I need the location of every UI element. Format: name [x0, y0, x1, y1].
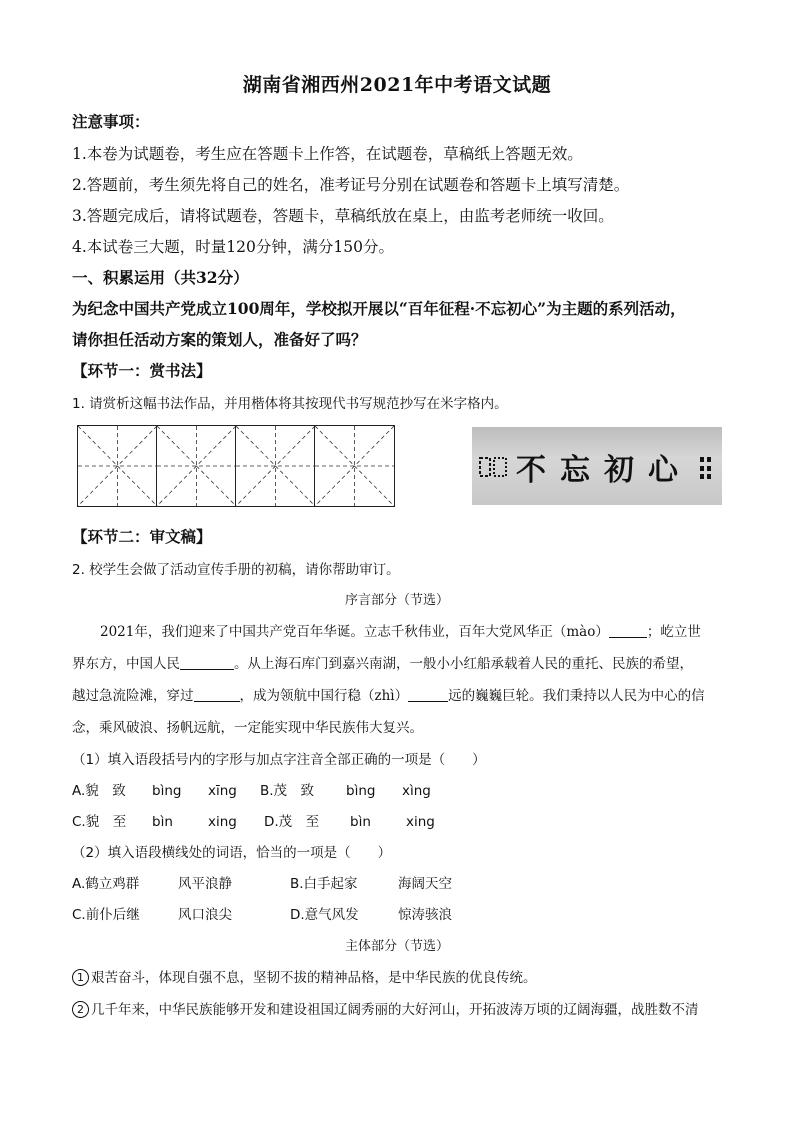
option-c-word-2: 风口浪尖: [178, 907, 232, 923]
calligraphy-image: [472, 427, 722, 505]
option-d-word-2: 惊涛骇浪: [398, 907, 452, 923]
circled-number: 1: [72, 969, 89, 986]
page-title: 湖南省湘西州2021年中考语文试题: [242, 74, 552, 96]
answer-blank[interactable]: [609, 623, 647, 638]
pinyin: bìn: [152, 814, 173, 830]
option-b[interactable]: B.白手起家: [290, 876, 358, 892]
main-title: 主体部分（节选）: [344, 939, 449, 954]
option-a[interactable]: A.鹤立鸡群: [72, 876, 140, 892]
option-b-word-2: 海阔天空: [398, 876, 452, 892]
circled-number: 2: [72, 1001, 89, 1018]
pinyin: xing: [208, 814, 237, 830]
answer-blank[interactable]: [180, 655, 234, 670]
notice-item-1: 1.本卷为试题卷，考生应在答题卡上作答，在试题卷，草稿纸上答题无效。: [72, 145, 583, 163]
mi-cell[interactable]: [78, 426, 157, 506]
option-a-word-2: 风平浪静: [178, 876, 232, 892]
option-c[interactable]: C.前仆后继: [72, 907, 140, 923]
passage-text: ；屹立世: [646, 624, 701, 640]
notice-item-2: 2.答题前，考生须先将自己的姓名，准考证号分别在试题卷和答题卡上填写清楚。: [72, 176, 630, 194]
pinyin: xīng: [208, 783, 237, 799]
section-heading: 一、积累运用（共32分）: [72, 268, 249, 287]
passage-text: 。从上海石库门到嘉兴南湖，一般小小红船承载着人民的重托、民族的希望，: [234, 656, 693, 672]
answer-blank[interactable]: [408, 687, 448, 702]
passage-text: 越过急流险滩，穿过: [72, 688, 194, 704]
mi-grid-lines: [236, 426, 315, 506]
section-intro-2: 请你担任活动方案的策划人，准备好了吗？: [72, 330, 367, 349]
main-item-1: [72, 966, 537, 986]
sub2-options-row-2: [72, 903, 452, 923]
pinyin: bìng: [152, 783, 182, 799]
mi-grid-lines: [78, 426, 157, 506]
option-b[interactable]: B.茂 致: [260, 783, 315, 799]
option-c[interactable]: C.貌 至: [72, 814, 127, 830]
section-intro-1: 为纪念中国共产党成立100周年，学校拟开展以“百年征程·不忘初心”为主题的系列活动，: [72, 299, 686, 318]
passage-text: 念，乘风破浪、扬帆远航，一定能实现中华民族伟大复兴。: [72, 720, 423, 736]
notice-item-4: 4.本试卷三大题，时量120分钟，满分150分。: [72, 238, 394, 256]
passage-text: 2021年，我们迎来了中国共产党百年华诞。立志千秋伟业，百年大党风华正（mào）: [100, 624, 609, 640]
passage-text: 界东方，中国人民: [72, 656, 180, 672]
sub1-options-row-2: [72, 810, 458, 830]
mi-cell[interactable]: [157, 426, 236, 506]
sub1-options-row-1: [72, 779, 454, 799]
option-d[interactable]: D.意气风发: [290, 907, 359, 923]
mi-cell[interactable]: [236, 426, 315, 506]
option-d[interactable]: D.茂 至: [264, 814, 320, 830]
answer-blank[interactable]: [194, 687, 240, 702]
preface-title: 序言部分（节选）: [344, 593, 449, 608]
mi-grid-lines: [157, 426, 236, 506]
notice-heading: 注意事项：: [72, 112, 150, 131]
seal-stamp-icon: [478, 455, 514, 479]
sub-question-1: （1）填入语段括号内的字形与加点字注音全部正确的一项是（ ）: [72, 752, 486, 768]
sub-question-2: （2）填入语段横线处的词语，恰当的一项是（ ）: [72, 845, 392, 861]
calligraphy-text: 不忘初心: [516, 453, 692, 488]
pinyin: xìng: [402, 783, 431, 799]
passage-line-4: [72, 716, 423, 736]
calligraphy-area: [77, 425, 692, 507]
passage-text: 远的巍巍巨轮。我们秉持以人民为中心的信: [448, 688, 705, 704]
passage-line-3: [72, 684, 705, 704]
seal-mark-icon: [698, 455, 714, 481]
sub2-options-row-1: [72, 872, 452, 892]
main-item-2: [72, 998, 699, 1018]
main-item-text: 几千年来，中华民族能够开发和建设祖国辽阔秀丽的大好河山，开拓波涛万顷的辽阔海疆，战胜数不清: [91, 1002, 699, 1018]
passage-line-2: [72, 652, 693, 672]
question-2: 2. 校学生会做了活动宣传手册的初稿，请你帮助审订。: [72, 562, 400, 578]
passage-line-1: [100, 620, 701, 640]
notice-item-3: 3.答题完成后，请将试题卷，答题卡，草稿纸放在桌上，由监考老师统一收回。: [72, 207, 614, 225]
mi-grid[interactable]: [77, 425, 395, 507]
mi-cell[interactable]: [315, 426, 394, 506]
pinyin: bìng: [346, 783, 376, 799]
main-item-text: 艰苦奋斗，体现自强不息，坚韧不拔的精神品格，是中华民族的优良传统。: [91, 970, 537, 986]
part1-heading: 【环节一：赏书法】: [72, 361, 212, 380]
pinyin: xing: [406, 814, 435, 830]
option-a[interactable]: A.貌 致: [72, 783, 126, 799]
passage-text: ，成为领航中国行稳（zhì）: [239, 688, 409, 704]
pinyin: bìn: [350, 814, 371, 830]
question-1: 1. 请赏析这幅书法作品，并用楷体将其按现代书写规范抄写在米字格内。: [72, 396, 508, 412]
part2-heading: 【环节二：审文稿】: [72, 527, 212, 546]
mi-grid-lines: [315, 426, 394, 506]
